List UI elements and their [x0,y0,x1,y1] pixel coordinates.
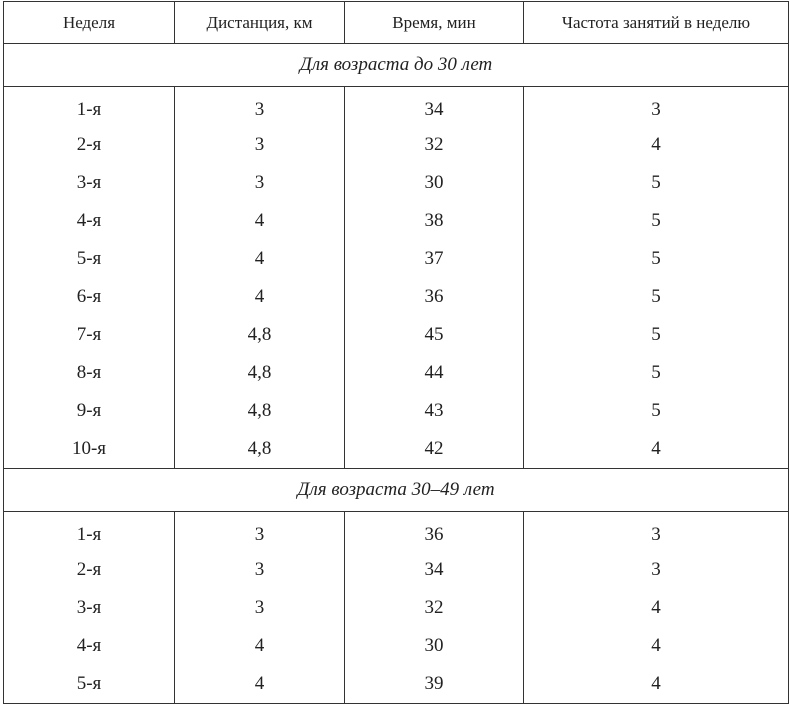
cell-time: 34 [345,87,524,127]
cell-time: 36 [345,278,524,316]
cell-time: 43 [345,392,524,430]
cell-frequency: 5 [524,316,789,354]
cell-week: 2-я [4,551,175,589]
table-body [4,44,789,704]
cell-frequency: 5 [524,392,789,430]
table-row [4,202,789,240]
cell-frequency: 4 [524,430,789,469]
table-row [4,126,789,164]
cell-time: 39 [345,665,524,704]
cell-distance: 3 [175,164,345,202]
table-row [4,87,789,127]
table-row [4,316,789,354]
table-row [4,354,789,392]
cell-frequency: 4 [524,627,789,665]
cell-distance: 3 [175,551,345,589]
cell-time: 30 [345,164,524,202]
cell-week: 1-я [4,512,175,552]
cell-week: 4-я [4,202,175,240]
cell-distance: 4 [175,240,345,278]
table-row [4,512,789,552]
cell-week: 6-я [4,278,175,316]
table-row [4,392,789,430]
cell-time: 42 [345,430,524,469]
cell-frequency: 4 [524,589,789,627]
table-row [4,430,789,469]
header-week: Неделя [4,2,175,44]
cell-frequency: 5 [524,240,789,278]
header-time: Время, мин [345,2,524,44]
table-row [4,240,789,278]
cell-distance: 4 [175,202,345,240]
training-plan-table [3,1,789,704]
cell-distance: 4,8 [175,430,345,469]
cell-frequency: 3 [524,87,789,127]
section-header-row [4,44,789,87]
cell-distance: 4 [175,278,345,316]
cell-frequency: 4 [524,126,789,164]
cell-frequency: 4 [524,665,789,704]
cell-frequency: 5 [524,278,789,316]
cell-distance: 4,8 [175,316,345,354]
cell-distance: 3 [175,87,345,127]
cell-distance: 3 [175,589,345,627]
section-title: Для возраста 30–49 лет [4,469,789,512]
cell-week: 3-я [4,164,175,202]
cell-week: 3-я [4,589,175,627]
cell-distance: 4 [175,665,345,704]
cell-distance: 4,8 [175,354,345,392]
cell-frequency: 5 [524,202,789,240]
cell-frequency: 3 [524,512,789,552]
cell-week: 8-я [4,354,175,392]
cell-time: 30 [345,627,524,665]
cell-time: 34 [345,551,524,589]
cell-distance: 3 [175,126,345,164]
header-row [4,2,789,44]
cell-week: 5-я [4,240,175,278]
table-row [4,551,789,589]
section-title: Для возраста до 30 лет [4,44,789,87]
cell-week: 10-я [4,430,175,469]
cell-week: 7-я [4,316,175,354]
header-distance: Дистанция, км [175,2,345,44]
header-frequency: Частота занятий в неделю [524,2,789,44]
cell-frequency: 5 [524,354,789,392]
cell-time: 37 [345,240,524,278]
cell-time: 38 [345,202,524,240]
cell-week: 5-я [4,665,175,704]
cell-distance: 4 [175,627,345,665]
table-row [4,164,789,202]
table-row [4,589,789,627]
cell-time: 36 [345,512,524,552]
section-header-row [4,469,789,512]
table-row [4,665,789,704]
cell-time: 44 [345,354,524,392]
cell-time: 45 [345,316,524,354]
cell-frequency: 5 [524,164,789,202]
cell-distance: 4,8 [175,392,345,430]
cell-time: 32 [345,589,524,627]
cell-week: 4-я [4,627,175,665]
cell-frequency: 3 [524,551,789,589]
table-row [4,627,789,665]
cell-week: 1-я [4,87,175,127]
table-row [4,278,789,316]
cell-distance: 3 [175,512,345,552]
cell-week: 2-я [4,126,175,164]
cell-time: 32 [345,126,524,164]
cell-week: 9-я [4,392,175,430]
